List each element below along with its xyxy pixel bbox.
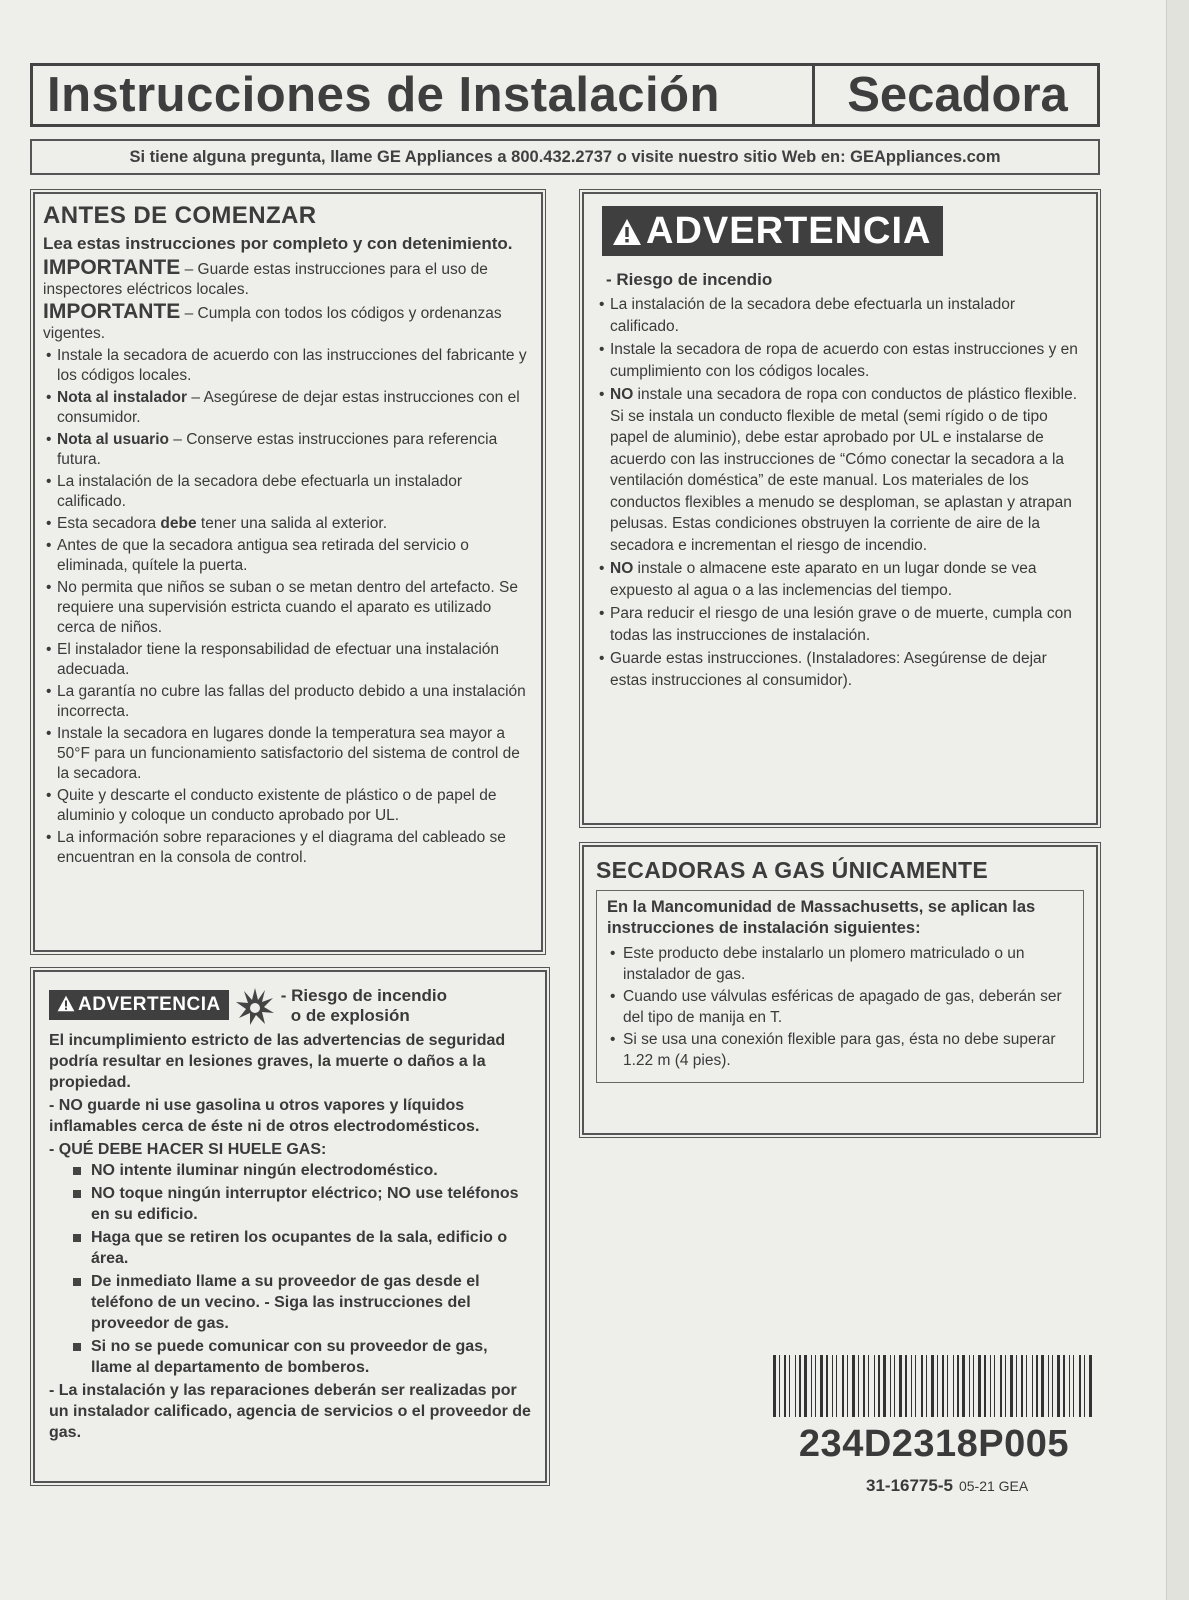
list-item: • Instale la secadora de ropa de acuerdo con estas instrucciones y en cumplimiento con los códigos locales. (596, 339, 1086, 382)
barcode-bar (820, 1355, 823, 1417)
barcode-bar (905, 1355, 907, 1417)
barcode-bar (994, 1355, 995, 1417)
section-heading: ANTES DE COMENZAR (43, 202, 317, 229)
gas-lead: En la Mancomunidad de Massachusetts, se aplican las instrucciones de instalación siguientes: (607, 898, 1036, 937)
part-number: 234D2318P005 (798, 1423, 1070, 1465)
barcode-bar (847, 1355, 848, 1417)
fire-risk-warning-section (582, 192, 1098, 825)
warning-badge: ADVERTENCIA (49, 990, 229, 1020)
barcode-bar (1089, 1355, 1092, 1417)
barcode-bars (773, 1355, 1095, 1417)
barcode-bar (878, 1355, 880, 1417)
instruction-list (43, 346, 533, 868)
barcode-bar (1069, 1355, 1070, 1417)
warning-list (596, 294, 1086, 691)
barcode-bar (1048, 1355, 1049, 1417)
contact-line: Si tiene alguna pregunta, llame GE Appliances a 800.432.2737 o visite nuestro sitio Web en: GEAppliances.com (30, 139, 1100, 175)
barcode-bar (852, 1355, 855, 1417)
barcode-bar (973, 1355, 974, 1417)
important-note-1: IMPORTANTE – Guarde estas instrucciones para el uso de inspectores eléctricos locales. (43, 256, 488, 298)
antes-de-comenzar-section (33, 192, 543, 952)
warning-badge: ADVERTENCIA (602, 206, 943, 256)
barcode-bar (773, 1355, 776, 1417)
list-item: • La garantía no cubre las fallas del producto debido a una instalación incorrecta. (43, 682, 533, 722)
list-item: • Quite y descarte el conducto existente de plástico o de papel de aluminio y coloque un conducto aprobado por UL. (43, 786, 533, 826)
barcode-bar (915, 1355, 916, 1417)
list-item: • Si se usa una conexión flexible para gas, ésta no debe superar 1.22 m (4 pies). (607, 1029, 1073, 1071)
barcode-bar (984, 1355, 986, 1417)
barcode-bar (890, 1355, 891, 1417)
barcode-bar (1010, 1355, 1013, 1417)
barcode-bar (868, 1355, 869, 1417)
barcode-bar (863, 1355, 865, 1417)
barcode-bar (1016, 1355, 1017, 1417)
list-item: • Guarde estas instrucciones. (Instaladores: Asegúrense de dejar estas instrucciones al consumidor). (596, 648, 1086, 691)
massachusetts-box (596, 890, 1084, 1083)
list-item: • Este producto debe instalarlo un plomero matriculado o un instalador de gas. (607, 943, 1073, 985)
barcode-bar (836, 1355, 837, 1417)
list-item: NO toque ningún interruptor eléctrico; NO use teléfonos en su edificio. (71, 1183, 531, 1225)
barcode-bar (1036, 1355, 1038, 1417)
barcode-bar (811, 1355, 812, 1417)
barcode-bar (842, 1355, 844, 1417)
list-item: Haga que se retiren los ocupantes de la sala, edificio o área. (71, 1227, 531, 1269)
list-item: • Instale la secadora en lugares donde la temperatura sea mayor a 50°F para un funcionamiento satisfactorio del sistema de control de la secadora. (43, 724, 533, 784)
barcode-bar (926, 1355, 927, 1417)
warning-header (49, 986, 531, 1026)
barcode-bar (957, 1355, 959, 1417)
barcode-bar (1063, 1355, 1065, 1417)
barcode-bar (1000, 1355, 1002, 1417)
gas-list (607, 943, 1073, 1071)
list-item: • Cuando use válvulas esféricas de apagado de gas, deberán ser del tipo de manija en T. (607, 986, 1073, 1028)
barcode-bar (1032, 1355, 1033, 1417)
list-item: • La información sobre reparaciones y el diagrama del cableado se encuentran en la consola de control. (43, 828, 533, 868)
list-item: Si no se puede comunicar con su proveedor de gas, llame al departamento de bomberos. (71, 1336, 531, 1378)
section-lead: Lea estas instrucciones por completo y con detenimiento. (43, 234, 513, 253)
warning-item: - QUÉ DEBE HACER SI HUELE GAS: (49, 1141, 327, 1158)
barcode-bar (832, 1355, 833, 1417)
list-item: • No permita que niños se suban o se metan dentro del artefacto. Se requiere una supervisión estricta cuando el aparato es utilizado cerca de niños. (43, 578, 533, 638)
barcode-bar (978, 1355, 981, 1417)
page-edge (1166, 0, 1189, 1600)
list-item: • La instalación de la secadora debe efectuarla un instalador calificado. (596, 294, 1086, 337)
barcode-bar (937, 1355, 938, 1417)
warning-triangle-icon (57, 995, 75, 1012)
list-item: • Esta secadora debe tener una salida al exterior. (43, 514, 533, 534)
barcode-bar (962, 1355, 965, 1417)
barcode-bar (789, 1355, 790, 1417)
barcode-bar (942, 1355, 944, 1417)
warning-triangle-icon (612, 218, 642, 246)
barcode-bar (894, 1355, 895, 1417)
barcode-bar (1041, 1355, 1044, 1417)
gas-smell-steps (49, 1160, 531, 1378)
document-number: 31-16775-5 05-21 GEA (866, 1476, 1029, 1495)
list-item: NO intente iluminar ningún electrodoméstico. (71, 1160, 531, 1181)
barcode-bar (804, 1355, 807, 1417)
risk-label: - Riesgo de incendio o de explosión (280, 986, 447, 1025)
gas-dryers-section (582, 845, 1098, 1135)
barcode-bar (1057, 1355, 1060, 1417)
barcode-bar (921, 1355, 923, 1417)
list-item: • Nota al usuario – Conserve estas instrucciones para referencia futura. (43, 430, 533, 470)
barcode-bar (1073, 1355, 1074, 1417)
barcode-bar (911, 1355, 912, 1417)
barcode-bar (947, 1355, 948, 1417)
barcode-bar (883, 1355, 886, 1417)
barcode-bar (874, 1355, 875, 1417)
list-item: • La instalación de la secadora debe efectuarla un instalador calificado. (43, 472, 533, 512)
title-banner (30, 63, 1100, 127)
warning-subtitle: - Riesgo de incendio (606, 270, 773, 289)
list-item: • Para reducir el riesgo de una lesión grave o de muerte, cumpla con todas las instrucciones de instalación. (596, 603, 1086, 646)
list-item: • NO instale una secadora de ropa con conductos de plástico flexible. Si se instala un conducto flexible de metal (semi rígido o de tipo papel de aluminio), debe estar aprobado por UL e instalarse de acuerdo con las instrucciones de “Cómo conectar la secadora a la ventilación doméstica” de este manual. Los materiales de los conductos flexibles a menudo se desploman, se aplastan y atrapan pelusas. Estas condiciones obstruyen la corriente de aire de la secadora e incrementan el riesgo de incendio. (596, 384, 1086, 556)
list-item: De inmediato llame a su proveedor de gas desde el teléfono de un vecino. - Siga las instrucciones del proveedor de gas. (71, 1271, 531, 1334)
list-item: • El instalador tiene la responsabilidad de efectuar una instalación adecuada. (43, 640, 533, 680)
warning-item: - La instalación y las reparaciones deberán ser realizadas por un instalador calificado, agencia de servicios o el proveedor de gas. (49, 1382, 531, 1441)
barcode-bar (969, 1355, 970, 1417)
fire-explosion-warning-section (33, 970, 547, 1483)
barcode-bar (1052, 1355, 1053, 1417)
date-code: 05-21 GEA (958, 1478, 1029, 1494)
barcode-bar (1021, 1355, 1023, 1417)
barcode-bar (1026, 1355, 1027, 1417)
barcode-bar (795, 1355, 796, 1417)
barcode-bar (826, 1355, 828, 1417)
barcode-bar (784, 1355, 786, 1417)
warning-intro: El incumplimiento estricto de las advertencias de seguridad podría resultar en lesiones graves, la muerte o daños a la propiedad. (49, 1032, 506, 1091)
barcode-bar (1084, 1355, 1085, 1417)
explosion-icon (235, 986, 275, 1026)
list-item: • Nota al instalador – Asegúrese de dejar estas instrucciones con el consumidor. (43, 388, 533, 428)
barcode-bar (1005, 1355, 1006, 1417)
barcode-bar (799, 1355, 801, 1417)
barcode-bar (779, 1355, 780, 1417)
important-note-2: IMPORTANTE – Cumpla con todos los códigos y ordenanzas vigentes. (43, 300, 502, 342)
list-item: • Instale la secadora de acuerdo con las instrucciones del fabricante y los códigos locales. (43, 346, 533, 386)
warning-item: - NO guarde ni use gasolina u otros vapores y líquidos inflamables cerca de éste ni de otros electrodomésticos. (49, 1097, 480, 1135)
list-item: • Antes de que la secadora antigua sea retirada del servicio o eliminada, quítele la puerta. (43, 536, 533, 576)
barcode (773, 1355, 1095, 1417)
barcode-bar (953, 1355, 954, 1417)
barcode-bar (815, 1355, 816, 1417)
barcode-bar (990, 1355, 991, 1417)
page-title: Instrucciones de Instalación (33, 66, 815, 124)
product-title: Secadora (847, 68, 1068, 122)
barcode-bar (931, 1355, 934, 1417)
barcode-bar (858, 1355, 859, 1417)
list-item: • NO instale o almacene este aparato en un lugar donde se vea expuesto al agua o a las inclemencias del tiempo. (596, 558, 1086, 601)
barcode-bar (899, 1355, 902, 1417)
gas-heading: SECADORAS A GAS ÚNICAMENTE (596, 857, 989, 883)
barcode-bar (1079, 1355, 1081, 1417)
